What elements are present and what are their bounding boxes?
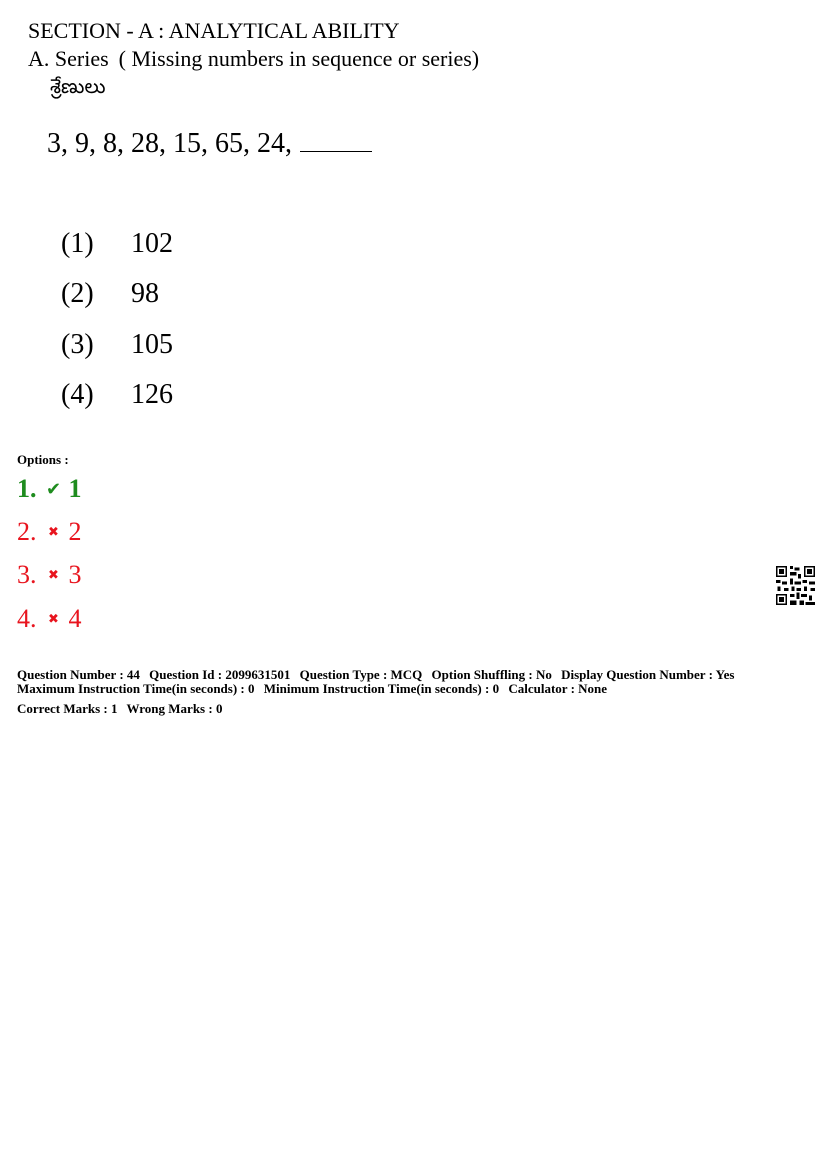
max-instruction-time: Maximum Instruction Time(in seconds) : 0 [17, 681, 255, 696]
cross-icon: ✖ [48, 567, 59, 583]
section-title: SECTION - A : ANALYTICAL ABILITY [28, 18, 400, 43]
telugu-label: శ్రేణులు [50, 74, 106, 98]
correct-marks: Correct Marks : 1 [17, 701, 118, 716]
question-type: Question Type : MCQ [299, 667, 423, 682]
choice-4 [61, 379, 173, 411]
series-text: 3, 9, 8, 28, 15, 65, 24, [47, 128, 292, 159]
subsection-title [28, 46, 479, 72]
choice-number: (2) [61, 278, 94, 309]
option-shuffling: Option Shuffling : No [431, 667, 552, 682]
qr-code-icon [776, 566, 815, 605]
choice-number: (4) [61, 379, 94, 410]
min-instruction-time: Minimum Instruction Time(in seconds) : 0 [263, 681, 500, 696]
option-index: 2. [17, 517, 37, 546]
question-meta-line-3 [17, 701, 228, 717]
choice-value: 126 [131, 379, 173, 410]
option-4 [17, 604, 82, 634]
choice-2 [61, 278, 159, 310]
option-value: 2 [68, 517, 82, 546]
choice-value: 105 [131, 329, 173, 360]
option-index: 1. [17, 474, 37, 503]
choice-number: (3) [61, 329, 94, 360]
subsection-note: ( Missing numbers in sequence or series) [118, 46, 480, 71]
option-value: 4 [68, 604, 82, 633]
option-value: 1 [68, 474, 82, 503]
answer-blank [300, 129, 372, 152]
choice-value: 102 [131, 228, 173, 259]
choice-3 [61, 329, 173, 361]
cross-icon: ✖ [48, 524, 59, 540]
display-question-number: Display Question Number : Yes [561, 667, 735, 682]
calculator: Calculator : None [508, 681, 608, 696]
subsection-prefix: A. Series [28, 46, 109, 71]
option-value: 3 [68, 560, 82, 589]
option-3 [17, 560, 82, 590]
question-id: Question Id : 2099631501 [149, 667, 291, 682]
option-index: 3. [17, 560, 37, 589]
series-question [47, 128, 372, 160]
choice-number: (1) [61, 228, 94, 259]
question-number: Question Number : 44 [17, 667, 140, 682]
choice-1 [61, 228, 173, 260]
question-meta-line-2 [17, 681, 613, 697]
cross-icon: ✖ [48, 611, 59, 627]
options-heading: Options : [17, 452, 69, 467]
check-icon: ✔ [45, 478, 62, 500]
option-1 [17, 474, 82, 504]
wrong-marks: Wrong Marks : 0 [126, 701, 223, 716]
option-index: 4. [17, 604, 37, 633]
option-2 [17, 517, 82, 547]
choice-value: 98 [131, 278, 159, 309]
